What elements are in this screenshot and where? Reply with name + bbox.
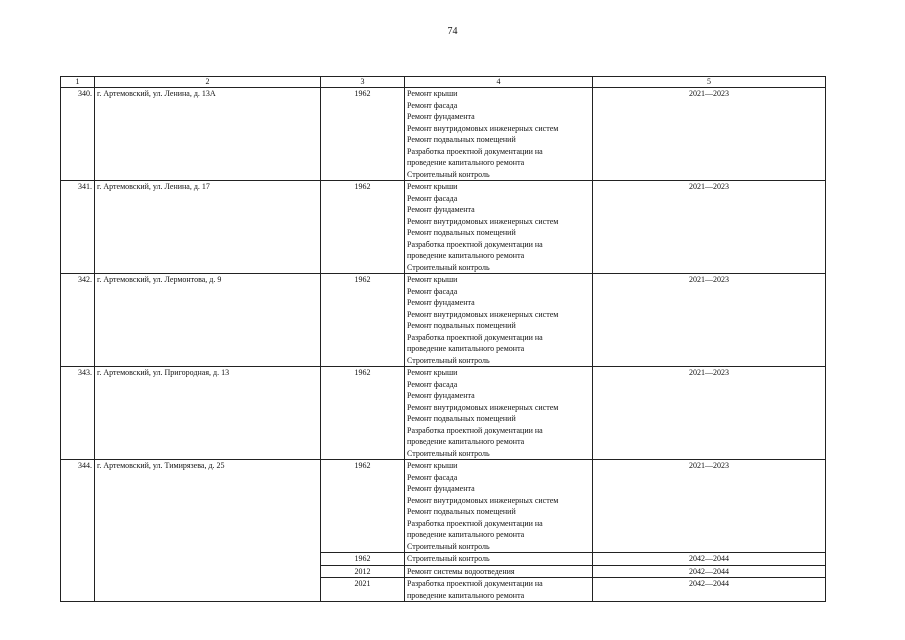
work-item: Ремонт фундамента	[407, 205, 475, 214]
column-number-row	[61, 77, 826, 88]
work-item: Разработка проектной документации на	[407, 579, 543, 588]
building-address: г. Артемовский, ул. Ленина, д. 17	[95, 181, 321, 274]
works-cell	[405, 274, 593, 367]
works-cell	[405, 553, 593, 566]
work-item: проведение капитального ремонта	[407, 590, 525, 600]
row-number: 342.	[61, 274, 95, 367]
period-cell: 2042—2044	[593, 553, 826, 566]
work-item: Ремонт фасада	[407, 193, 458, 203]
work-item: Ремонт фундамента	[407, 112, 475, 121]
work-item: проведение капитального ремонта	[407, 251, 525, 260]
work-item: Ремонт фасада	[407, 472, 458, 482]
table-row	[61, 367, 826, 460]
works-cell	[405, 181, 593, 274]
table-row	[61, 460, 826, 553]
work-item: Строительный контроль	[407, 448, 490, 458]
repair-schedule-table	[60, 76, 826, 602]
row-number: 340.	[61, 88, 95, 181]
period-cell: 2021—2023	[593, 367, 826, 460]
work-item: Ремонт фасада	[407, 100, 458, 110]
year-cell: 1962	[321, 367, 405, 460]
work-item: Разработка проектной документации на	[407, 146, 543, 156]
work-item: Ремонт подвальных помещений	[407, 414, 516, 423]
year-cell: 1962	[321, 274, 405, 367]
work-item: Ремонт крыши	[407, 275, 458, 284]
work-item: Ремонт фундамента	[407, 298, 475, 307]
column-header-5: 5	[593, 77, 826, 88]
table-row	[61, 88, 826, 181]
building-address: г. Артемовский, ул. Тимирязева, д. 25	[95, 460, 321, 602]
work-item: Ремонт внутридомовых инженерных систем	[407, 402, 559, 412]
year-cell: 2012	[321, 565, 405, 578]
year-cell: 1962	[321, 88, 405, 181]
work-item: Ремонт внутридомовых инженерных систем	[407, 495, 559, 505]
row-number: 343.	[61, 367, 95, 460]
work-item: Строительный контроль	[407, 541, 490, 551]
building-address: г. Артемовский, ул. Пригородная, д. 13	[95, 367, 321, 460]
work-item: Разработка проектной документации на	[407, 332, 543, 342]
work-item: Ремонт подвальных помещений	[407, 228, 516, 237]
work-item: Ремонт крыши	[407, 182, 458, 191]
column-header-2: 2	[95, 77, 321, 88]
work-item: Ремонт внутридомовых инженерных систем	[407, 123, 559, 133]
works-cell	[405, 565, 593, 578]
work-item: Строительный контроль	[407, 169, 490, 179]
work-item: Ремонт крыши	[407, 461, 458, 470]
column-header-1: 1	[61, 77, 95, 88]
work-item: Ремонт внутридомовых инженерных систем	[407, 216, 559, 226]
work-item: Ремонт крыши	[407, 368, 458, 377]
column-header-3: 3	[321, 77, 405, 88]
works-cell	[405, 578, 593, 602]
column-header-4: 4	[405, 77, 593, 88]
works-cell	[405, 367, 593, 460]
work-item: Разработка проектной документации на	[407, 518, 543, 528]
work-item: Строительный контроль	[407, 262, 490, 272]
work-item: Ремонт крыши	[407, 89, 458, 98]
work-item: Строительный контроль	[407, 355, 490, 365]
works-cell	[405, 460, 593, 553]
year-cell: 1962	[321, 553, 405, 566]
table-row	[61, 181, 826, 274]
work-item: Ремонт фундамента	[407, 391, 475, 400]
year-cell: 2021	[321, 578, 405, 602]
work-item: проведение капитального ремонта	[407, 437, 525, 446]
work-item: Ремонт подвальных помещений	[407, 321, 516, 330]
period-cell: 2042—2044	[593, 578, 826, 602]
work-item: проведение капитального ремонта	[407, 158, 525, 167]
work-item: Ремонт фундамента	[407, 484, 475, 493]
year-cell: 1962	[321, 460, 405, 553]
work-item: Ремонт внутридомовых инженерных систем	[407, 309, 559, 319]
table-row	[61, 274, 826, 367]
work-item: Ремонт подвальных помещений	[407, 507, 516, 516]
work-item: Строительный контроль	[407, 554, 490, 563]
work-item: Ремонт фасада	[407, 286, 458, 296]
page-number: 74	[447, 26, 458, 37]
year-cell: 1962	[321, 181, 405, 274]
works-cell	[405, 88, 593, 181]
building-address: г. Артемовский, ул. Ленина, д. 13А	[95, 88, 321, 181]
work-item: Разработка проектной документации на	[407, 425, 543, 435]
period-cell: 2021—2023	[593, 274, 826, 367]
period-cell: 2021—2023	[593, 181, 826, 274]
table-body	[61, 88, 826, 602]
row-number: 344.	[61, 460, 95, 602]
period-cell: 2021—2023	[593, 460, 826, 553]
row-number: 341.	[61, 181, 95, 274]
work-item: Ремонт подвальных помещений	[407, 135, 516, 144]
period-cell: 2021—2023	[593, 88, 826, 181]
work-item: Ремонт системы водоотведения	[407, 566, 515, 576]
work-item: Ремонт фасада	[407, 379, 458, 389]
work-item: проведение капитального ремонта	[407, 344, 525, 353]
building-address: г. Артемовский, ул. Лермонтова, д. 9	[95, 274, 321, 367]
work-item: проведение капитального ремонта	[407, 530, 525, 539]
work-item: Разработка проектной документации на	[407, 239, 543, 249]
period-cell: 2042—2044	[593, 565, 826, 578]
